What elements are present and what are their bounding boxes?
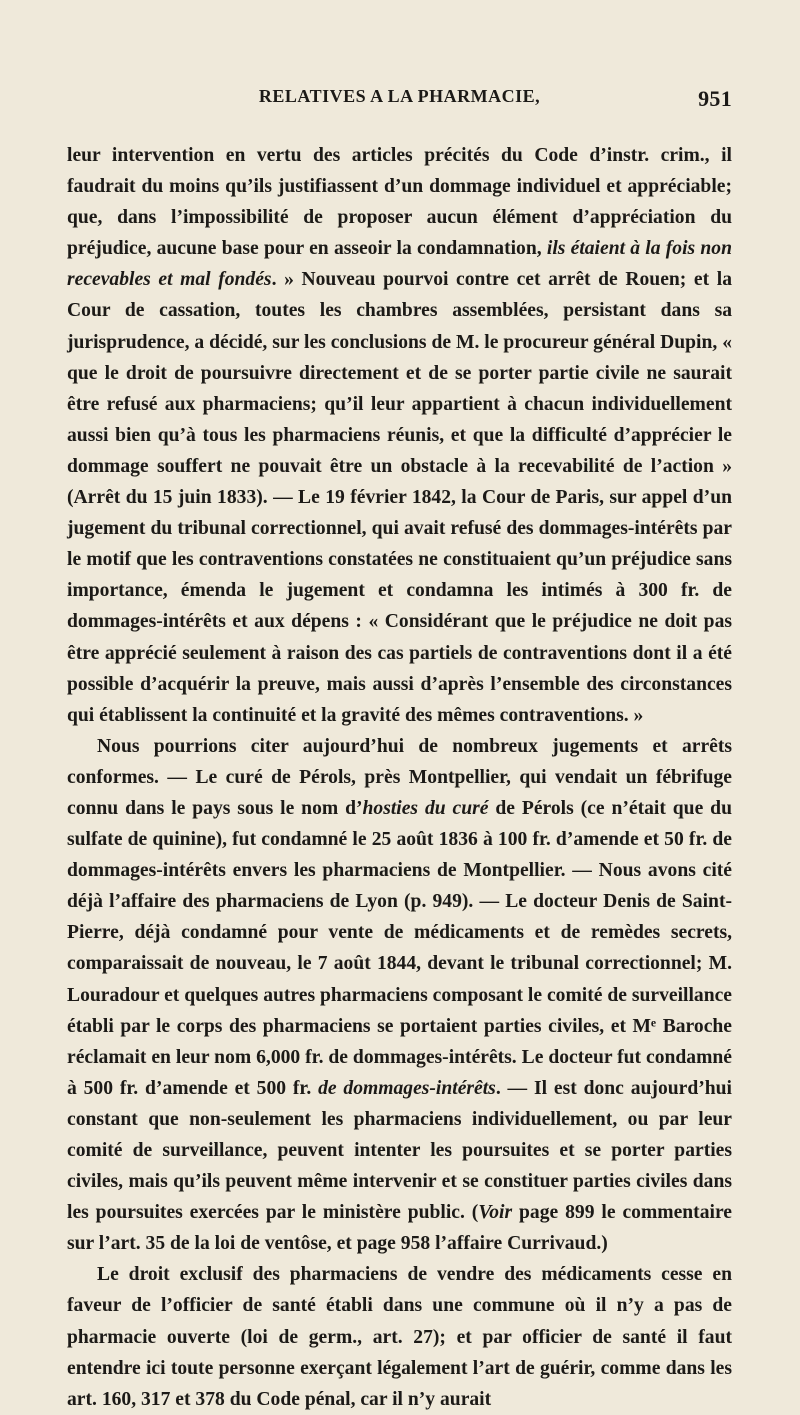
p2-text-2: de Pérols (ce n’était que du sulfate de quinine), fut condamné le 25 août 1836 à 100 fr. d’amende et 50 fr. de dommages-intérêts envers les pharmaciens de Montpellier. — Nous avons cité déjà l’affaire des pharmaciens de Lyon (p. 949). — Le docteur Denis de Saint-Pierre, déjà condamné pour vente de médicaments et de remèdes secrets, comparaissait de nouveau, le 7 août 1844, devant le tribunal correctionnel; M. Louradour et quelques autres pharmaciens composant le comité de surveillance établi par le corps des pharmaciens se portaient parties civiles, et Mᵉ Baroche réclamait en leur nom 6,000 fr. de dommages-intérêts. Le docteur fut condamné à 500 fr. d’amende et 500 fr. xyxy=(67,797,732,1099)
p2-italic-2: de dommages-intérêts xyxy=(318,1077,496,1099)
paragraph-2 xyxy=(67,731,732,1260)
running-head xyxy=(67,86,732,116)
p1-text-1: leur intervention en vertu des articles précités du Code d’instr. crim., il faudrait du moins qu’ils justifiassent d’un dommage individuel et appréciable; que, dans l’impossibilité de proposer aucun élément d’appréciation du préjudice, aucune base pour en asseoir la condamnation, xyxy=(67,145,732,260)
p2-italic-1: hosties du curé xyxy=(362,797,489,819)
p2-italic-3: Voir xyxy=(478,1202,513,1224)
p1-text-2: . » Nouveau pourvoi contre cet arrêt de Rouen; et la Cour de cassation, toutes les chambres assemblées, persistant dans sa jurisprudence, a décidé, sur les conclusions de M. le procureur général Dupin, « que le droit de poursuivre directement et de se porter partie civile ne saurait être refusé aux pharmaciens; qu’il leur appartient à chacun individuellement aussi bien qu’à tous les pharmaciens réunis, et que la difficulté d’apprécier le dommage souffert ne pouvait être un obstacle à la recevabilité de l’action » (Arrêt du 15 juin 1833). — Le 19 février 1842, la Cour de Paris, sur appel d’un jugement du tribunal correctionnel, qui avait refusé des dommages-intérêts par le motif que les contraventions constatées ne constituaient qu’un préjudice sans importance, émenda le jugement et condamna les intimés à 300 fr. de dommages-intérêts et aux dépens : « Considérant que le préjudice ne doit pas être apprécié seulement à raison des cas partiels de contraventions dont il a été possible d’acquérir la preuve, mais aussi d’après l’ensemble des circonstances qui établissent la continuité et la gravité des mêmes contraventions. » xyxy=(67,269,732,726)
p2-text-3: . — Il est donc aujourd’hui constant que non-seulement les pharmaciens individuellement, ou par leur comité de surveillance, peuvent intenter les poursuites et se porter parties civiles, mais qu’ils peuvent même intervenir et se constituer parties civiles dans les poursuites exercées par le ministère public. ( xyxy=(67,1077,732,1224)
paragraph-1 xyxy=(67,140,732,731)
p3-text-1: Le droit exclusif des pharmaciens de vendre des médicaments cesse en faveur de l’officier de santé établi dans une commune où il n’y a pas de pharmacie ouverte (loi de germ., art. 27); et par officier de santé il faut entendre ici toute personne exerçant légalement l’art de guérir, comme dans les art. 160, 317 et 378 du Code pénal, car il n’y aurait xyxy=(67,1264,732,1410)
p2-text-1: Nous pourrions citer aujourd’hui de nombreux jugements et arrêts conformes. — Le curé de Pérols, près Montpellier, qui vendait un fébrifuge connu dans le pays sous le nom d’ xyxy=(67,735,732,819)
page-number: 951 xyxy=(698,86,732,111)
p2-text-4: page 899 le commentaire sur l’art. 35 de la loi de ventôse, et page 958 l’affaire Currivaud.) xyxy=(67,1202,732,1255)
p1-italic-1: ils étaient à la fois non recevables et mal fondés xyxy=(67,238,732,291)
running-title: RELATIVES A LA PHARMACIE, xyxy=(258,86,541,106)
body-text xyxy=(67,140,732,1415)
